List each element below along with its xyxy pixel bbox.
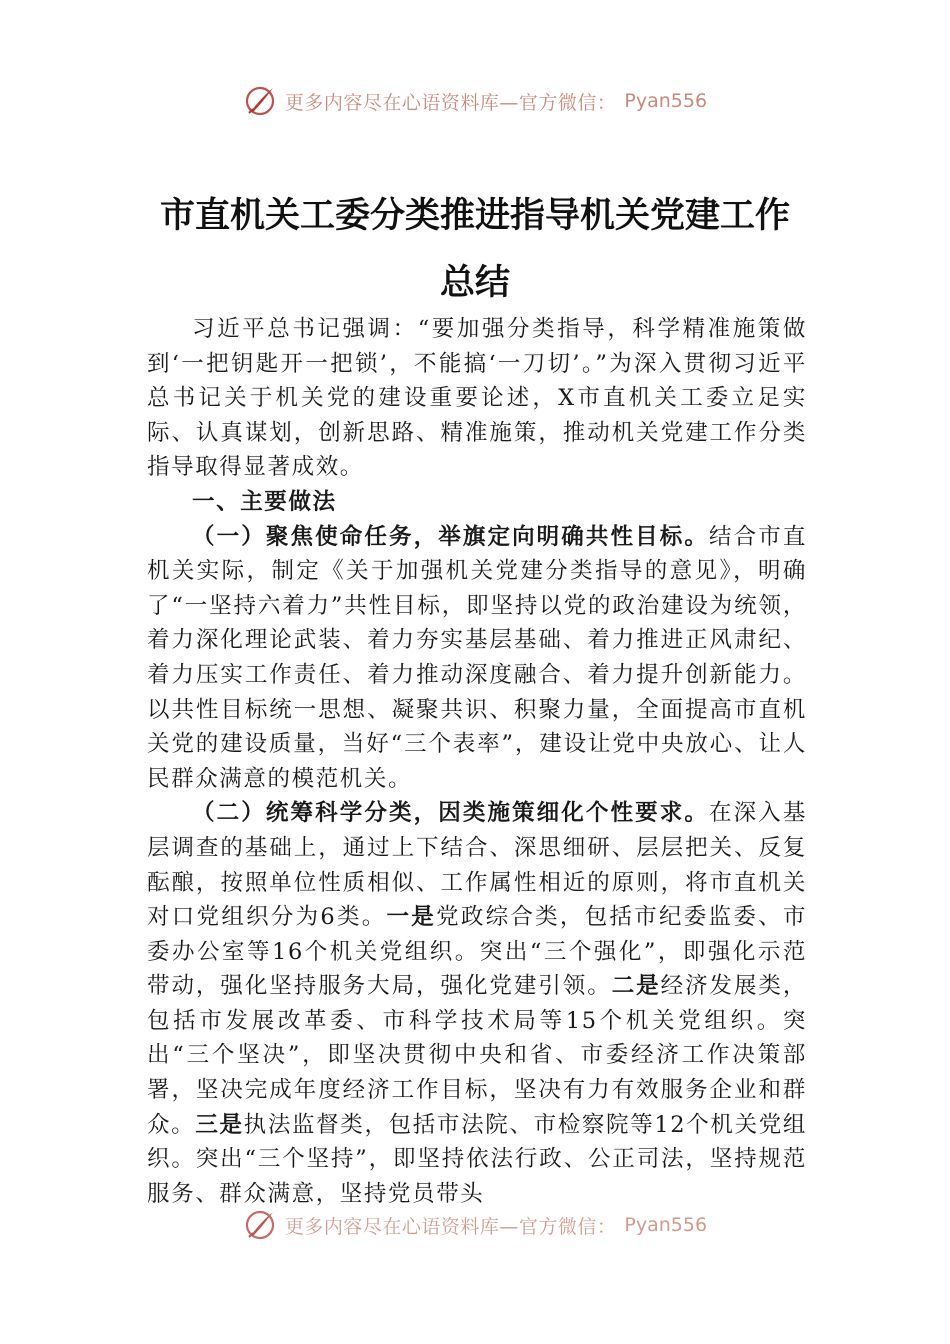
quill-logo-icon (243, 84, 277, 118)
item2-keyword-3: 三是 (195, 1111, 244, 1138)
paragraph-item1 (147, 520, 807, 797)
item2-text-a: 在深入基层调查的基础上，通过上下结合、深思细研、层层把关、反复酝酿，按照单位性质相似、工作属性相近的原则，将市直机关对口党组织分为6类。 (147, 800, 807, 931)
item2-keyword-2: 二是 (611, 973, 661, 1000)
document-title-line2: 总结 (439, 263, 510, 303)
watermark-text: 更多内容尽在心语资料库—官方微信： (284, 1215, 617, 1238)
item2-text-c: 经济发展类，包括市发展改革委、市科学技术局等15个机关党组织。突出“三个坚决”，即坚决贯彻中央和省、市委经济工作决策部署，坚决完成年度经济工作目标，坚决有力有效服务企业和群众。 (147, 973, 807, 1138)
item1-lead: （一）聚焦使命任务，举旗定向明确共性目标。 (192, 523, 710, 550)
watermark-header (0, 84, 950, 118)
item2-text-d: 执法监督类，包括市法院、市检察院等12个机关党组织。突出“三个坚持”，即坚持依法行政、公正司法，坚持规范服务、群众满意，坚持党员带头 (147, 1111, 808, 1207)
page-bottom-margin (0, 1226, 950, 1344)
intro-paragraph: 习近平总书记强调：“要加强分类指导，科学精准施策做到‘一把钥匙开一把锁’，不能搞‘一刀切’。”为深入贯彻习近平总书记关于机关党的建设重要论述，X市直机关工委立足实际、认真谋划，创新思路、精准施策，推动机关党建工作分类指导取得显著成效。 (147, 316, 807, 481)
paragraph-item2 (147, 796, 807, 1211)
watermark-footer (0, 1208, 950, 1242)
item1-text: 结合市直机关实际，制定《关于加强机关党建分类指导的意见》，明确了“一坚持六着力”共性目标，即坚持以党的政治建设为统领，着力深化理论武装、着力夯实基层基础、着力推进正风肃纪、着力压实工作责任、着力推动深度融合、着力提升创新能力。以共性目标统一思想、凝聚共识、积聚力量，全面提高市直机关党的建设质量，当好“三个表率”，建设让党中央放心、让人民群众满意的模范机关。 (147, 523, 807, 792)
item2-keyword-1: 一是 (386, 904, 437, 931)
section-heading: 一、主要做法 (192, 488, 337, 515)
watermark-text: 更多内容尽在心语资料库—官方微信： (284, 91, 617, 114)
item2-lead: （二）统筹科学分类，因类施策细化个性要求。 (192, 800, 710, 827)
item2-text-b: 党政综合类，包括市纪委监委、市委办公室等16个机关党组织。突出“三个强化”，即强化示范带动，强化坚持服务大局，强化党建引领。 (147, 904, 807, 1000)
document-title-line1: 市直机关工委分类推进指导机关党建工作 (159, 196, 790, 236)
watermark-handle: Pyan556 (624, 1214, 708, 1236)
quill-logo-icon (243, 1208, 277, 1242)
watermark-handle: Pyan556 (624, 90, 708, 112)
document-body (147, 312, 807, 1211)
